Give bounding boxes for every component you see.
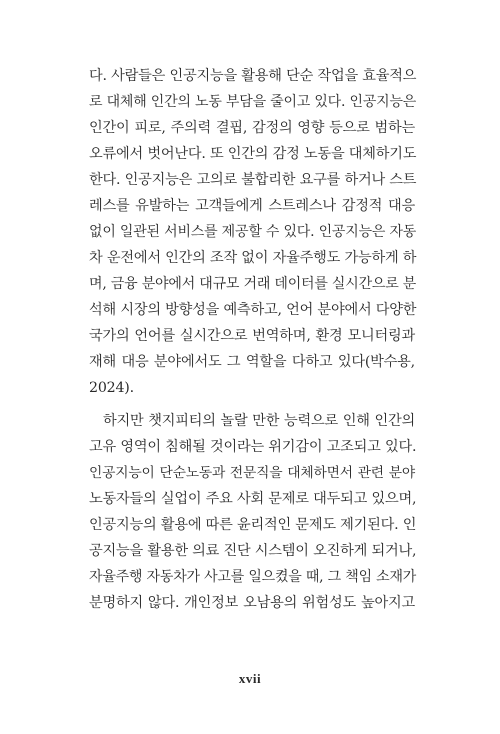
page-number: xvii [238, 671, 262, 686]
text-line: 고유 영역이 침해될 것이라는 위기감이 고조되고 있다. [89, 439, 417, 455]
paragraph-gap [89, 401, 415, 408]
text-line: 분명하지 않다. 개인정보 오남용의 위험성도 높아지고 [89, 595, 415, 611]
text-line: 레스를 유발하는 고객들에게 스트레스나 감정적 대응 [89, 198, 415, 214]
paragraph-2 [89, 408, 415, 616]
body-text [89, 63, 415, 616]
paragraph-1 [89, 63, 415, 401]
text-line: 국가의 언어를 실시간으로 번역하며, 환경 모니터링과 [89, 328, 415, 344]
text-line: 없이 일관된 서비스를 제공할 수 있다. 인공지능은 자동 [89, 224, 417, 240]
text-line: 며, 금융 분야에서 대규모 거래 데이터를 실시간으로 분 [89, 276, 417, 292]
text-line: 하지만 챗지피티의 놀랄 만한 능력으로 인해 인간의 [103, 413, 415, 429]
text-line: 다. 사람들은 인공지능을 활용해 단순 작업을 효율적으 [89, 68, 417, 84]
text-line: 공지능을 활용한 의료 진단 시스템이 오진하게 되거나, [89, 543, 417, 559]
text-line: 인간이 피로, 주의력 결핍, 감정의 영향 등으로 범하는 [89, 120, 415, 136]
text-line: 로 대체해 인간의 노동 부담을 줄이고 있다. 인공지능은 [89, 94, 417, 110]
text-line: 재해 대응 분야에서도 그 역할을 다하고 있다(박수용, [89, 354, 415, 370]
text-line: 인공지능이 단순노동과 전문직을 대체하면서 관련 분야 [89, 465, 415, 481]
text-line: 석해 시장의 방향성을 예측하고, 언어 분야에서 다양한 [89, 302, 417, 318]
text-line: 한다. 인공지능은 고의로 불합리한 요구를 하거나 스트 [89, 172, 417, 188]
text-line: 인공지능의 활용에 따른 윤리적인 문제도 제기된다. 인 [89, 517, 417, 533]
text-line: 차 운전에서 인간의 조작 없이 자율주행도 가능하게 하 [89, 250, 417, 266]
text-line: 자율주행 자동차가 사고를 일으켰을 때, 그 책임 소재가 [89, 569, 417, 585]
text-line: 오류에서 벗어난다. 또 인간의 감정 노동을 대체하기도 [89, 146, 417, 162]
text-line: 노동자들의 실업이 주요 사회 문제로 대두되고 있으며, [89, 491, 417, 507]
text-line: 2024). [89, 380, 134, 396]
